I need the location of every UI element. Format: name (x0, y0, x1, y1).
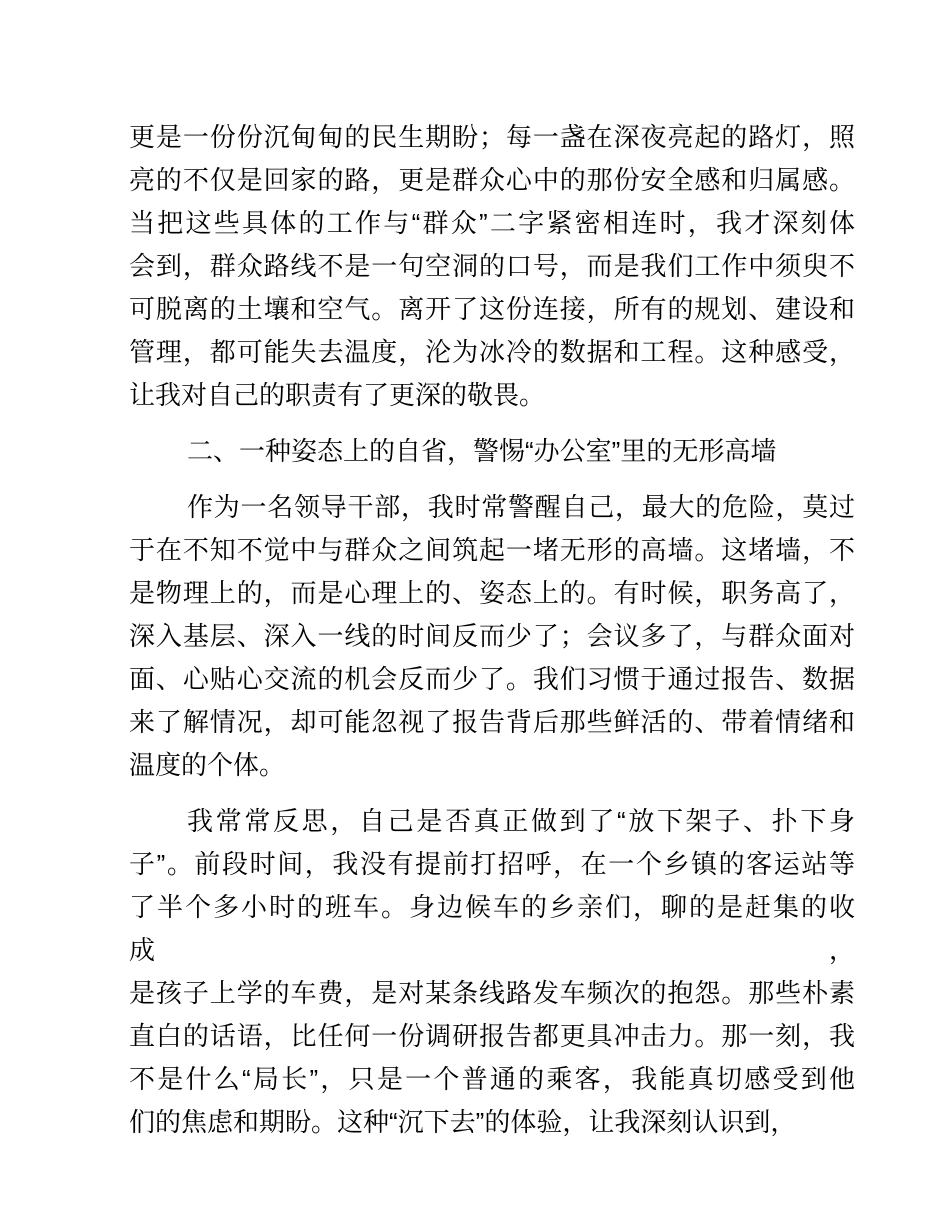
paragraph (129, 116, 855, 417)
document-body (129, 116, 855, 1157)
text-line: 子”。前段时间，我没有提前打招呼，在一个乡镇的客运站等 (129, 849, 855, 879)
text-line: 更是一份份沉甸甸的民生期盼；每一盏在深夜亮起的路灯，照 (129, 122, 855, 152)
text-line: 温度的个体。 (129, 750, 286, 780)
text-line: 会到，群众路线不是一句空洞的口号，而是我们工作中须臾不 (129, 251, 855, 281)
text-line: 当把这些具体的工作与“群众”二字紧密相连时，我才深刻体 (129, 208, 855, 238)
text-line: 直白的话语，比任何一份调研报告都更具冲击力。那一刻，我 (129, 1021, 855, 1051)
text-line: 我常常反思，自己是否真正做到了“放下架子、扑下身 (187, 806, 855, 836)
text-line: 可脱离的土壤和空气。离开了这份连接，所有的规划、建设和 (129, 294, 855, 324)
text-line: 让我对自己的职责有了更深的敬畏。 (129, 380, 546, 410)
text-line: 亮的不仅是回家的路，更是群众心中的那份安全感和归属感。 (129, 165, 855, 195)
text-line: 作为一名领导干部，我时常警醒自己，最大的危险，莫过 (187, 492, 855, 522)
text-line: 来了解情况，却可能忽视了报告背后那些鲜活的、带着情绪和 (129, 707, 855, 737)
text-line: 是物理上的，而是心理上的、姿态上的。有时候，职务高了， (129, 578, 855, 608)
text-line: 们的焦虑和期盼。这种“沉下去”的体验，让我深刻认识到， (129, 1107, 797, 1137)
section-heading (129, 430, 855, 473)
heading-line: 二、一种姿态上的自省，警惕“办公室”里的无形高墙 (187, 436, 777, 466)
text-line: 于在不知不觉中与群众之间筑起一堵无形的高墙。这堵墙，不 (129, 535, 855, 565)
text-line: 不是什么“局长”，只是一个普通的乘客，我能真切感受到他 (129, 1064, 855, 1094)
text-line: 深入基层、深入一线的时间反而少了；会议多了，与群众面对 (129, 621, 855, 651)
text-line: 是孩子上学的车费，是对某条线路发车频次的抱怨。那些朴素 (129, 978, 855, 1008)
paragraph (129, 486, 855, 787)
text-line: 管理，都可能失去温度，沦为冰冷的数据和工程。这种感受， (129, 337, 855, 367)
text-line: 面、心贴心交流的机会反而少了。我们习惯于通过报告、数据 (129, 664, 855, 694)
text-line: 了半个多小时的班车。身边候车的乡亲们，聊的是赶集的收成， (129, 892, 855, 965)
paragraph (129, 800, 855, 1144)
